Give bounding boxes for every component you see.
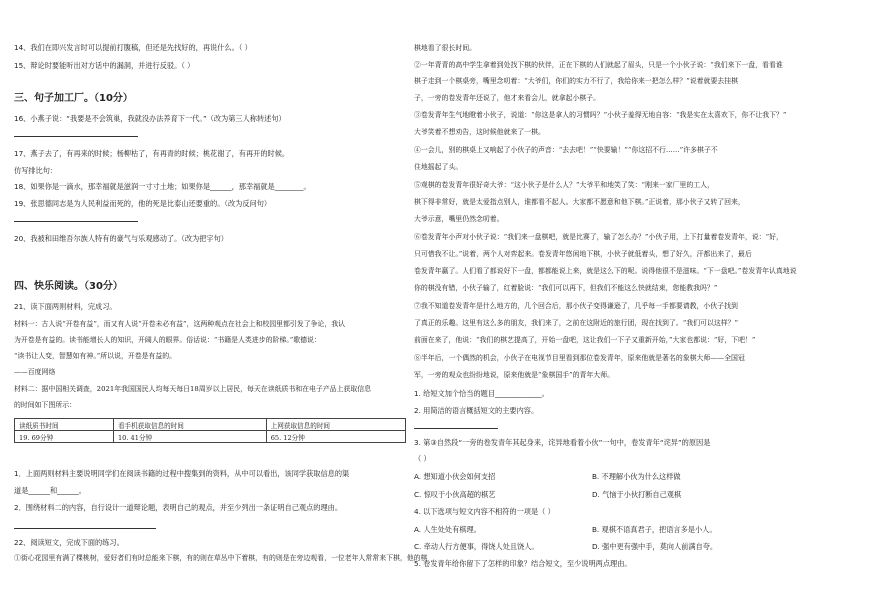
option-3a[interactable]: A. 想知道小伙会如何支招 <box>414 472 496 481</box>
question-21-1-blanks: 道是______和______。 <box>14 486 86 495</box>
material-1-line-1: 材料一：古人说“开卷有益”，而又有人说“开卷未必有益”，这两种观点在社会上和校园里都引发了争论，我认 <box>14 320 346 328</box>
question-17-prompt: 仿写排比句： <box>14 166 58 175</box>
material-2-line-1: 材料二：据中国相关调查，2021年我国国民人均每天每日18周岁以上居民，每天在读纸质书和在电子产品上获取信息 <box>14 385 372 393</box>
passage-line: 棋子走到一个棋桌旁，嘴里念叨着：“大爷们，你们的实力不行了，我给你来一把怎么样？”说着就要去挂棋 <box>414 77 739 85</box>
answer-line-2[interactable] <box>414 428 498 429</box>
passage-line: ⑦我不知道卷发青年是什么地方的，几个回合后，那小伙子变得谦逊了，几乎每一手都要请教，小伙子找到 <box>414 302 738 310</box>
material-1-line-3: “读书让人变，智慧如有神。”所以说，开卷是有益的。 <box>14 352 177 360</box>
passage-line: ③卷发青年生气地瞪着小伙子，说道：“你这是拿人的习惯吗？”小伙子羞得无地自容：“我是实在太喜欢下，你不让我下？” <box>414 111 787 119</box>
question-15: 15、辩论时要能听出对方话中的漏洞，并进行反驳。（ ） <box>14 61 195 70</box>
reading-question-2: 2. 用简洁的语言概括短文的主要内容。 <box>414 406 539 415</box>
answer-line-16[interactable] <box>14 136 138 137</box>
option-4d[interactable]: D. 强中更有强中手，莫向人前满自夸。 <box>592 542 718 551</box>
reading-question-3-bracket: （ ） <box>414 454 431 463</box>
question-14: 14、我们在即兴发言时可以提前打腹稿，但还是先找好的，再说什么。（ ） <box>14 43 252 52</box>
reading-question-3: 3. 第③自然段“一旁的卷发青年其起身来，诧异地看着小伙”一句中，卷发青年“诧异”的原因是 <box>414 438 711 447</box>
passage-line: 住地摇起了头。 <box>414 163 463 171</box>
passage-line: ⑥卷发青年小声对小伙子说：“我们来一盘棋吧，就是比赛了，输了怎么办？”小伙子用，上下打量着卷发青年，说：“好， <box>414 233 783 241</box>
question-19: 19、张思德同志是为人民利益而死的，他的死是比泰山还要重的。（改为反问句） <box>14 199 272 208</box>
passage-line: 军，一旁的观众也纷纷地说，原来他就是“象棋国手”的青年大师。 <box>414 371 614 379</box>
reading-question-5: 5. 卷发青年给你留下了怎样的印象？结合短文，至少说明两点理由。 <box>414 559 632 568</box>
passage-line: ⑤观棋的卷发青年很好奇大爷：“这小伙子是什么人？”大爷平和地笑了笑：“刚来一家厂里的工人， <box>414 181 714 189</box>
passage-line: 棋下得非常好，就是太爱指点别人，谁都看不起人。大家都不愿意和他下棋。”正说着，那小伙子又转了回来， <box>414 198 745 206</box>
material-1-line-2: 为开卷是有益的。读书能增长人的知识，开阔人的眼界。俗话说：“书籍是人类进步的阶梯。”歌德说： <box>14 336 321 344</box>
passage-line: 只可惜我不让。”说着，两个人对弈起来。卷发青年悠闲地下棋，小伙子就低着头，想了好久，汗都出来了，最后 <box>414 250 752 258</box>
survey-table <box>14 418 406 443</box>
passage-line: 了真正的乐趣。这里有这么多的朋友，我们来了，之前在这附近的旅行团，现在找到了。“我们可以这样？” <box>414 319 739 327</box>
table-cell: 65. 12分钟 <box>266 431 405 443</box>
option-3d[interactable]: D. 气恼于小伙打断自己观棋 <box>592 490 682 499</box>
passage-line: 大爷笑着不想劝告，这时候他就来了一棋。 <box>414 128 545 136</box>
option-4a[interactable]: A. 人生处处有棋理。 <box>414 525 481 534</box>
question-21-2: 2．围绕材料二的内容，自行设计一道辩论题，表明自己的观点，并至少列出一条证明自己观点的理由。 <box>14 503 343 512</box>
table-header-cell: 读纸质书时间 <box>15 419 114 431</box>
material-1-source: ——百度网络 <box>14 368 56 376</box>
table-cell: 19. 69分钟 <box>15 431 114 443</box>
passage-line: 子，一旁的卷发青年还说了，他才来看会儿，就拿起小棋子。 <box>414 94 601 102</box>
option-4b[interactable]: B. 观棋不语真君子，把语言多是小人。 <box>592 525 717 534</box>
section-3-heading: 三、句子加工厂。（10分） <box>14 93 133 104</box>
passage-line: 前面在来了，他说：“我们的棋艺提高了，开始一盘吧，这让我们一下子又重新开始，”大家也都说：“好，下吧！” <box>414 336 756 344</box>
passage-line: 大爷示意，嘴里仍然念叨着。 <box>414 215 504 223</box>
question-22: 22、阅读短文，完成下面的练习。 <box>14 538 124 547</box>
question-16: 16、小燕子说：“我要是不会筑巢，我就没办法养育下一代。”（改为第三人称转述句） <box>14 114 286 123</box>
reading-question-1: 1. 给短文加个恰当的题目_____________。 <box>414 389 549 398</box>
passage-line: 卷发青年赢了。人们看了都说好下一盘，都都能说上来，就是这么下的呢。说得他很不是滋味。“下一盘吧。”卷发青年认真地说 <box>414 267 797 275</box>
table-cell: 10. 41分钟 <box>113 431 266 443</box>
passage-line: ②一年青青的高中学生拿着到处找下棋的伙伴，正在下棋的人们就起了眉头，只是一个小伙子说：“我们来下一盘，看看谁 <box>414 61 783 69</box>
question-18: 18、如果你是一滴水，那幸福就是滋润一寸寸土地；如果你是______，那幸福就是________。 <box>14 182 311 191</box>
option-4c[interactable]: C. 牵动人行方便事，得饶人处且饶人。 <box>414 542 539 551</box>
question-17: 17、燕子去了，有再来的时候；杨柳枯了，有再青的时候；桃花谢了，有再开的时候。 <box>14 149 290 158</box>
table-header-cell: 上网获取信息的时间 <box>266 419 405 431</box>
passage-line: 棋地看了很长时间。 <box>414 44 477 52</box>
passage-line: ④一会儿，别的棋桌上又响起了小伙子的声音：“去去吧！”“快要输！”“你这招不行……”许多棋子不 <box>414 146 718 154</box>
passage-line: ⑧半年后，一个偶然的机会，小伙子在电视节目里看到那位卷发青年，原来他就是著名的象棋大师——全国冠 <box>414 354 745 362</box>
passage-line: 你的棋没有错，小伙子输了，红着脸说：“我们可以再下，但我们不能这么快就结束，您能教我吗？” <box>414 284 718 292</box>
answer-line-19[interactable] <box>14 221 138 222</box>
question-20: 20、我被和田维吾尔族人特有的豪气与乐观感动了。（改为把字句） <box>14 234 228 243</box>
section-4-heading: 四、快乐阅读。（30分） <box>14 281 123 292</box>
option-3b[interactable]: B. 不理解小伙为什么这样做 <box>592 472 681 481</box>
table-header-row <box>15 419 406 431</box>
material-2-line-2: 的时间如下图所示： <box>14 401 77 409</box>
answer-line-21-2[interactable] <box>14 528 156 529</box>
option-3c[interactable]: C. 惊叹于小伙高超的棋艺 <box>414 490 496 499</box>
passage-paragraph-1: ①街心花园里有满了棵桃树，爱好者们有时总能来下棋，有的则在草丛中下着棋，有的则是在旁边观看，一位老年人常常来下棋，他的棋 <box>14 554 428 562</box>
table-header-cell: 看手机获取信息的时间 <box>113 419 266 431</box>
table-row <box>15 431 406 443</box>
question-21-1: 1．上面两则材料主要说明同学们在阅读书籍的过程中搜集到的资料，从中可以看出，该同学获取信息的渠 <box>14 469 350 478</box>
question-21: 21、读下面两则材料，完成习。 <box>14 302 117 311</box>
reading-question-4: 4. 以下选项与短文内容不相符的一项是（ ） <box>414 507 555 516</box>
